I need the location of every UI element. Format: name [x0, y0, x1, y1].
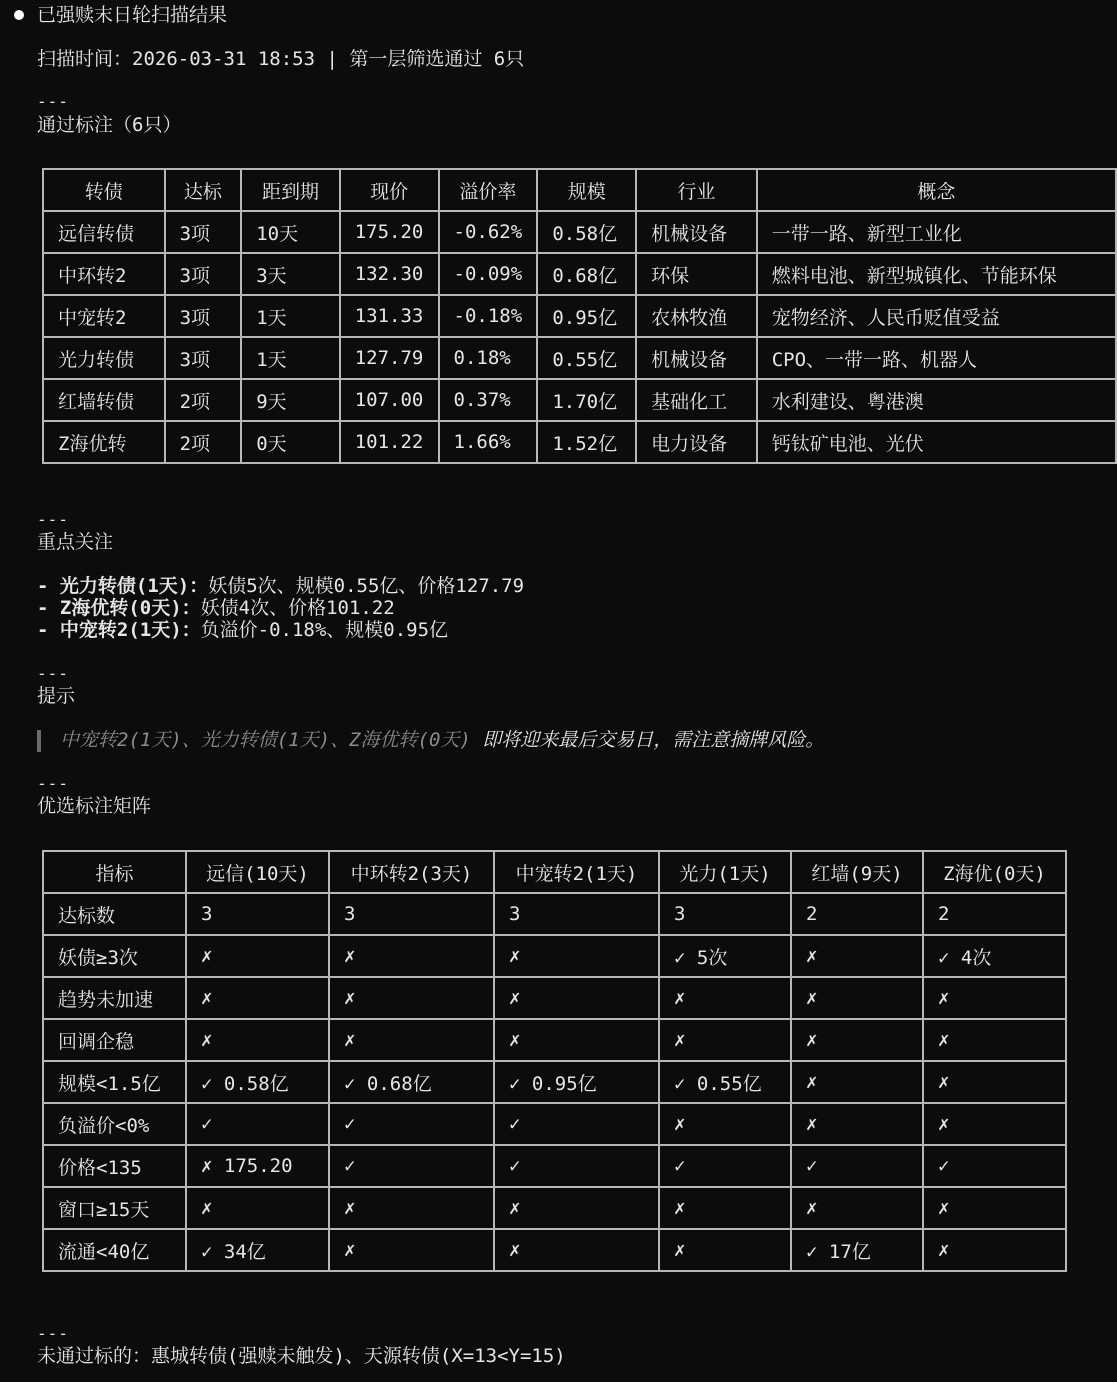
matrix-cell: ✗ — [791, 977, 923, 1019]
pass-header-cell: 概念 — [757, 169, 1116, 211]
matrix-cell: ✗ — [494, 935, 659, 977]
pass-cell: 9天 — [241, 379, 339, 421]
matrix-cell: ✗ — [923, 1103, 1066, 1145]
pass-cell: 电力设备 — [636, 421, 757, 463]
matrix-cell: ✗ — [923, 1187, 1066, 1229]
matrix-cell: ✗ — [186, 1187, 329, 1229]
matrix-cell: 3 — [186, 893, 329, 935]
pass-cell: 农林牧渔 — [636, 295, 757, 337]
matrix-cell: 3 — [659, 893, 791, 935]
focus-item — [37, 575, 524, 597]
matrix-cell: ✗ — [329, 935, 494, 977]
matrix-cell: 3 — [494, 893, 659, 935]
matrix-cell: ✓ — [923, 1145, 1066, 1187]
matrix-table — [42, 850, 1067, 1272]
focus-item — [37, 619, 448, 641]
matrix-cell: ✗ — [659, 1103, 791, 1145]
pass-cell: 红墙转债 — [43, 379, 165, 421]
pass-header-cell: 规模 — [537, 169, 636, 211]
matrix-cell: ✓ 0.68亿 — [329, 1061, 494, 1103]
pass-header-cell: 现价 — [340, 169, 439, 211]
matrix-cell: ✗ — [329, 977, 494, 1019]
matrix-cell: ✓ 0.55亿 — [659, 1061, 791, 1103]
matrix-cell: ✗ — [186, 935, 329, 977]
matrix-cell: ✗ — [923, 977, 1066, 1019]
pass-cell: 0.58亿 — [537, 211, 636, 253]
divider: --- — [37, 92, 69, 111]
pass-header-cell: 距到期 — [241, 169, 339, 211]
table-row — [43, 295, 1116, 337]
matrix-cell: ✗ — [329, 1229, 494, 1271]
matrix-cell: ✓ 17亿 — [791, 1229, 923, 1271]
table-row — [43, 1187, 1066, 1229]
pass-header-cell: 转债 — [43, 169, 165, 211]
matrix-cell: ✗ — [923, 1019, 1066, 1061]
pass-cell: 3项 — [165, 253, 242, 295]
focus-item — [37, 597, 395, 619]
matrix-cell: ✗ — [923, 1229, 1066, 1271]
table-row — [43, 893, 1066, 935]
matrix-cell: ✓ 0.58亿 — [186, 1061, 329, 1103]
pass-cell: 钙钛矿电池、光伏 — [757, 421, 1116, 463]
pass-cell: 1.66% — [439, 421, 538, 463]
table-row — [43, 379, 1116, 421]
matrix-header-cell: 红墙(9天) — [791, 851, 923, 893]
matrix-cell: 规模<1.5亿 — [43, 1061, 186, 1103]
pass-cell: 水利建设、粤港澳 — [757, 379, 1116, 421]
pass-cell: 1天 — [241, 337, 339, 379]
table-row — [43, 1103, 1066, 1145]
matrix-cell: ✗ — [791, 1061, 923, 1103]
table-row — [43, 935, 1066, 977]
pass-header-cell: 达标 — [165, 169, 242, 211]
matrix-cell: ✗ — [329, 1187, 494, 1229]
status-bullet — [14, 10, 24, 20]
pass-cell: 0.18% — [439, 337, 538, 379]
focus-item-label: - 中宠转2(1天)： — [37, 619, 201, 641]
pass-cell: 10天 — [241, 211, 339, 253]
matrix-header-cell: 指标 — [43, 851, 186, 893]
matrix-header-cell: Z海优(0天) — [923, 851, 1066, 893]
focus-item-text: 负溢价-0.18%、规模0.95亿 — [200, 619, 449, 641]
divider: --- — [37, 510, 69, 529]
table-row — [43, 1061, 1066, 1103]
table-row — [43, 977, 1066, 1019]
matrix-cell: ✗ — [659, 1187, 791, 1229]
matrix-cell: ✓ — [791, 1145, 923, 1187]
matrix-cell: 趋势未加速 — [43, 977, 186, 1019]
matrix-cell: ✓ — [186, 1103, 329, 1145]
matrix-header-cell: 光力(1天) — [659, 851, 791, 893]
pass-cell: 131.33 — [340, 295, 439, 337]
pass-cell: 0天 — [241, 421, 339, 463]
focus-section-title: 重点关注 — [37, 531, 114, 553]
tip-quote — [60, 729, 824, 751]
matrix-cell: ✗ — [494, 1187, 659, 1229]
table-row — [43, 253, 1116, 295]
matrix-cell: ✗ — [329, 1019, 494, 1061]
matrix-cell: ✗ — [494, 1019, 659, 1061]
matrix-cell: ✗ — [791, 935, 923, 977]
pass-cell: 机械设备 — [636, 211, 757, 253]
pass-cell: 3项 — [165, 295, 242, 337]
table-row — [43, 1145, 1066, 1187]
pass-cell: 中环转2 — [43, 253, 165, 295]
matrix-cell: ✓ — [329, 1145, 494, 1187]
matrix-cell: ✗ — [791, 1103, 923, 1145]
pass-cell: 环保 — [636, 253, 757, 295]
footer-not-passed: 未通过标的：惠城转债(强赎未触发)、天源转债(X=13<Y=15) — [37, 1345, 566, 1367]
tip-section-title: 提示 — [37, 685, 76, 707]
pass-cell: 远信转债 — [43, 211, 165, 253]
matrix-cell: 2 — [791, 893, 923, 935]
divider: --- — [37, 774, 69, 793]
pass-table — [42, 168, 1117, 464]
matrix-section-title: 优选标注矩阵 — [37, 795, 152, 817]
pass-cell: 3项 — [165, 337, 242, 379]
matrix-cell: ✗ — [659, 977, 791, 1019]
pass-cell: 3项 — [165, 211, 242, 253]
matrix-cell: 价格<135 — [43, 1145, 186, 1187]
pass-cell: 2项 — [165, 421, 242, 463]
matrix-cell: ✗ — [494, 977, 659, 1019]
focus-item-label: - 光力转债(1天)： — [37, 575, 209, 597]
matrix-cell: ✗ — [659, 1229, 791, 1271]
matrix-cell: ✗ — [186, 1019, 329, 1061]
pass-cell: 175.20 — [340, 211, 439, 253]
focus-item-text: 妖债4次、价格101.22 — [200, 597, 395, 619]
matrix-cell: ✓ — [329, 1103, 494, 1145]
pass-cell: -0.62% — [439, 211, 538, 253]
matrix-cell: ✗ — [791, 1019, 923, 1061]
scan-info: 扫描时间：2026-03-31 18:53 | 第一层筛选通过 6只 — [37, 48, 525, 70]
pass-cell: 中宠转2 — [43, 295, 165, 337]
pass-cell: 1.52亿 — [537, 421, 636, 463]
pass-cell: CPO、一带一路、机器人 — [757, 337, 1116, 379]
matrix-cell: 回调企稳 — [43, 1019, 186, 1061]
matrix-cell: 3 — [329, 893, 494, 935]
pass-cell: 宠物经济、人民币贬值受益 — [757, 295, 1116, 337]
pass-cell: -0.09% — [439, 253, 538, 295]
table-row — [43, 1229, 1066, 1271]
result-title: 已强赎末日轮扫描结果 — [37, 4, 228, 26]
pass-cell: 0.95亿 — [537, 295, 636, 337]
matrix-cell: 流通<40亿 — [43, 1229, 186, 1271]
table-row — [43, 1019, 1066, 1061]
pass-cell: 127.79 — [340, 337, 439, 379]
pass-cell: 光力转债 — [43, 337, 165, 379]
focus-item-label: - Z海优转(0天)： — [37, 597, 201, 619]
divider: --- — [37, 1324, 69, 1343]
pass-cell: 3天 — [241, 253, 339, 295]
matrix-cell: 达标数 — [43, 893, 186, 935]
pass-cell: 1天 — [241, 295, 339, 337]
matrix-cell: ✗ — [791, 1187, 923, 1229]
pass-cell: Z海优转 — [43, 421, 165, 463]
matrix-cell: ✓ — [494, 1145, 659, 1187]
pass-cell: 一带一路、新型工业化 — [757, 211, 1116, 253]
matrix-header-cell: 中环转2(3天) — [329, 851, 494, 893]
matrix-cell: ✓ 5次 — [659, 935, 791, 977]
pass-cell: 132.30 — [340, 253, 439, 295]
pass-cell: 101.22 — [340, 421, 439, 463]
pass-section-title: 通过标注（6只） — [37, 114, 182, 136]
matrix-cell: ✓ 0.95亿 — [494, 1061, 659, 1103]
matrix-header-cell: 远信(10天) — [186, 851, 329, 893]
pass-cell: 基础化工 — [636, 379, 757, 421]
tip-quote-bonds: 中宠转2(1天)、光力转债(1天)、Z海优转(0天) — [60, 729, 471, 751]
matrix-cell: ✓ — [659, 1145, 791, 1187]
pass-cell: -0.18% — [439, 295, 538, 337]
pass-cell: 0.55亿 — [537, 337, 636, 379]
matrix-cell: ✓ 4次 — [923, 935, 1066, 977]
tip-quote-text: 即将迎来最后交易日，需注意摘牌风险。 — [470, 729, 825, 751]
quote-bar — [37, 730, 41, 752]
pass-cell: 107.00 — [340, 379, 439, 421]
pass-header-cell: 溢价率 — [439, 169, 538, 211]
pass-cell: 1.70亿 — [537, 379, 636, 421]
matrix-cell: ✗ — [659, 1019, 791, 1061]
pass-cell: 0.37% — [439, 379, 538, 421]
matrix-cell: ✓ — [494, 1103, 659, 1145]
table-row — [43, 421, 1116, 463]
table-row — [43, 211, 1116, 253]
matrix-cell: 2 — [923, 893, 1066, 935]
pass-cell: 燃料电池、新型城镇化、节能环保 — [757, 253, 1116, 295]
focus-item-text: 妖债5次、规模0.55亿、价格127.79 — [208, 575, 525, 597]
matrix-cell: 窗口≥15天 — [43, 1187, 186, 1229]
matrix-header-cell: 中宠转2(1天) — [494, 851, 659, 893]
matrix-cell: ✓ 34亿 — [186, 1229, 329, 1271]
pass-cell: 机械设备 — [636, 337, 757, 379]
pass-cell: 2项 — [165, 379, 242, 421]
matrix-cell: ✗ — [923, 1061, 1066, 1103]
matrix-cell: ✗ — [186, 977, 329, 1019]
pass-header-cell: 行业 — [636, 169, 757, 211]
matrix-cell: ✗ 175.20 — [186, 1145, 329, 1187]
matrix-cell: ✗ — [494, 1229, 659, 1271]
pass-cell: 0.68亿 — [537, 253, 636, 295]
table-row — [43, 337, 1116, 379]
divider: --- — [37, 664, 69, 683]
matrix-cell: 妖债≥3次 — [43, 935, 186, 977]
matrix-cell: 负溢价<0% — [43, 1103, 186, 1145]
